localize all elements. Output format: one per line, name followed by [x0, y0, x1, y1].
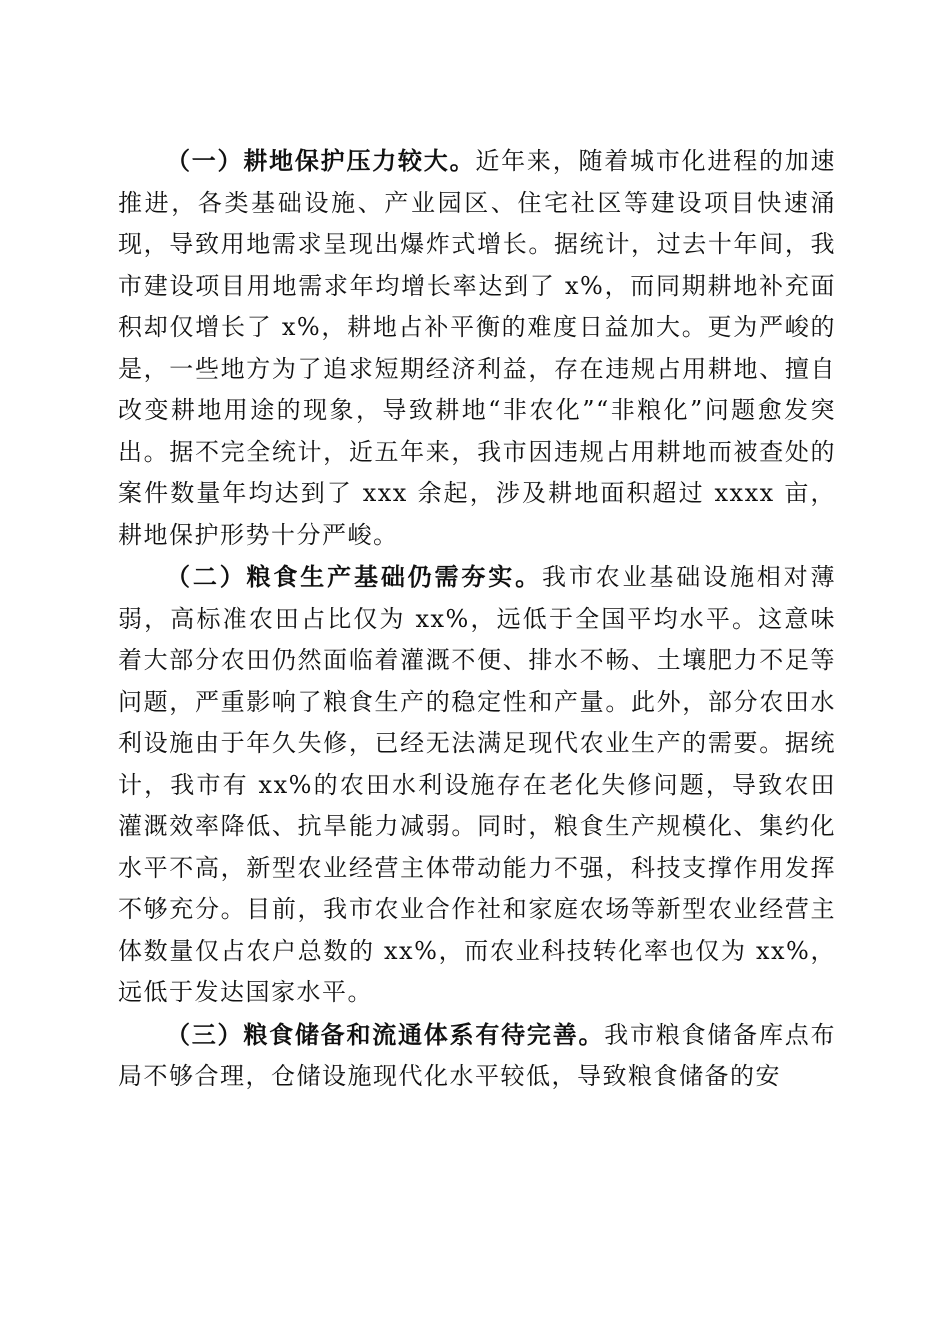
document-body	[118, 140, 836, 1098]
section-heading: （一）耕地保护压力较大。	[166, 146, 476, 175]
section-heading: （二）粮食生产基础仍需夯实。	[166, 562, 542, 591]
paragraph-text: 我市农业基础设施相对薄弱，高标准农田占比仅为 xx%，远低于全国平均水平。这意味着大部分农田仍然面临着灌溉不便、排水不畅、土壤肥力不足等问题，严重影响了粮食生产的稳定性和产量。此外，部分农田水利设施由于年久失修，已经无法满足现代农业生产的需要。据统计，我市有 xx%的农田水利设施存在老化失修问题，导致农田灌溉效率降低、抗旱能力减弱。同时，粮食生产规模化、集约化水平不高，新型农业经营主体带动能力不强，科技支撑作用发挥不够充分。目前，我市农业合作社和家庭农场等新型农业经营主体数量仅占农户总数的 xx%，而农业科技转化率也仅为 xx%，远低于发达国家水平。	[118, 563, 837, 1006]
section-heading: （三）粮食储备和流通体系有待完善。	[166, 1019, 605, 1049]
paragraph-grain-reserve	[118, 1014, 836, 1098]
paragraph-text: 我市粮食储备库点布局不够合理，仓储设施现代化水平较低，导致粮食储备的安	[118, 1020, 837, 1090]
paragraph-text: 近年来，随着城市化进程的加速推进，各类基础设施、产业园区、住宅社区等建设项目快速涌现，导致用地需求呈现出爆炸式增长。据统计，过去十年间，我市建设项目用地需求年均增长率达到了 x%，而同期耕地补充面积却仅增长了 x%，耕地占补平衡的难度日益加大。更为严峻的是，一些地方为了追求短期经济利益，存在违规占用耕地、擅自改变耕地用途的现象，导致耕地“非农化”“非粮化”问题愈发突出。据不完全统计，近五年来，我市因违规占用耕地而被查处的案件数量年均达到了 xxx 余起，涉及耕地面积超过 xxxx 亩，耕地保护形势十分严峻。	[118, 147, 836, 549]
paragraph-farmland-protection	[118, 140, 836, 556]
paragraph-grain-production	[118, 556, 836, 1014]
